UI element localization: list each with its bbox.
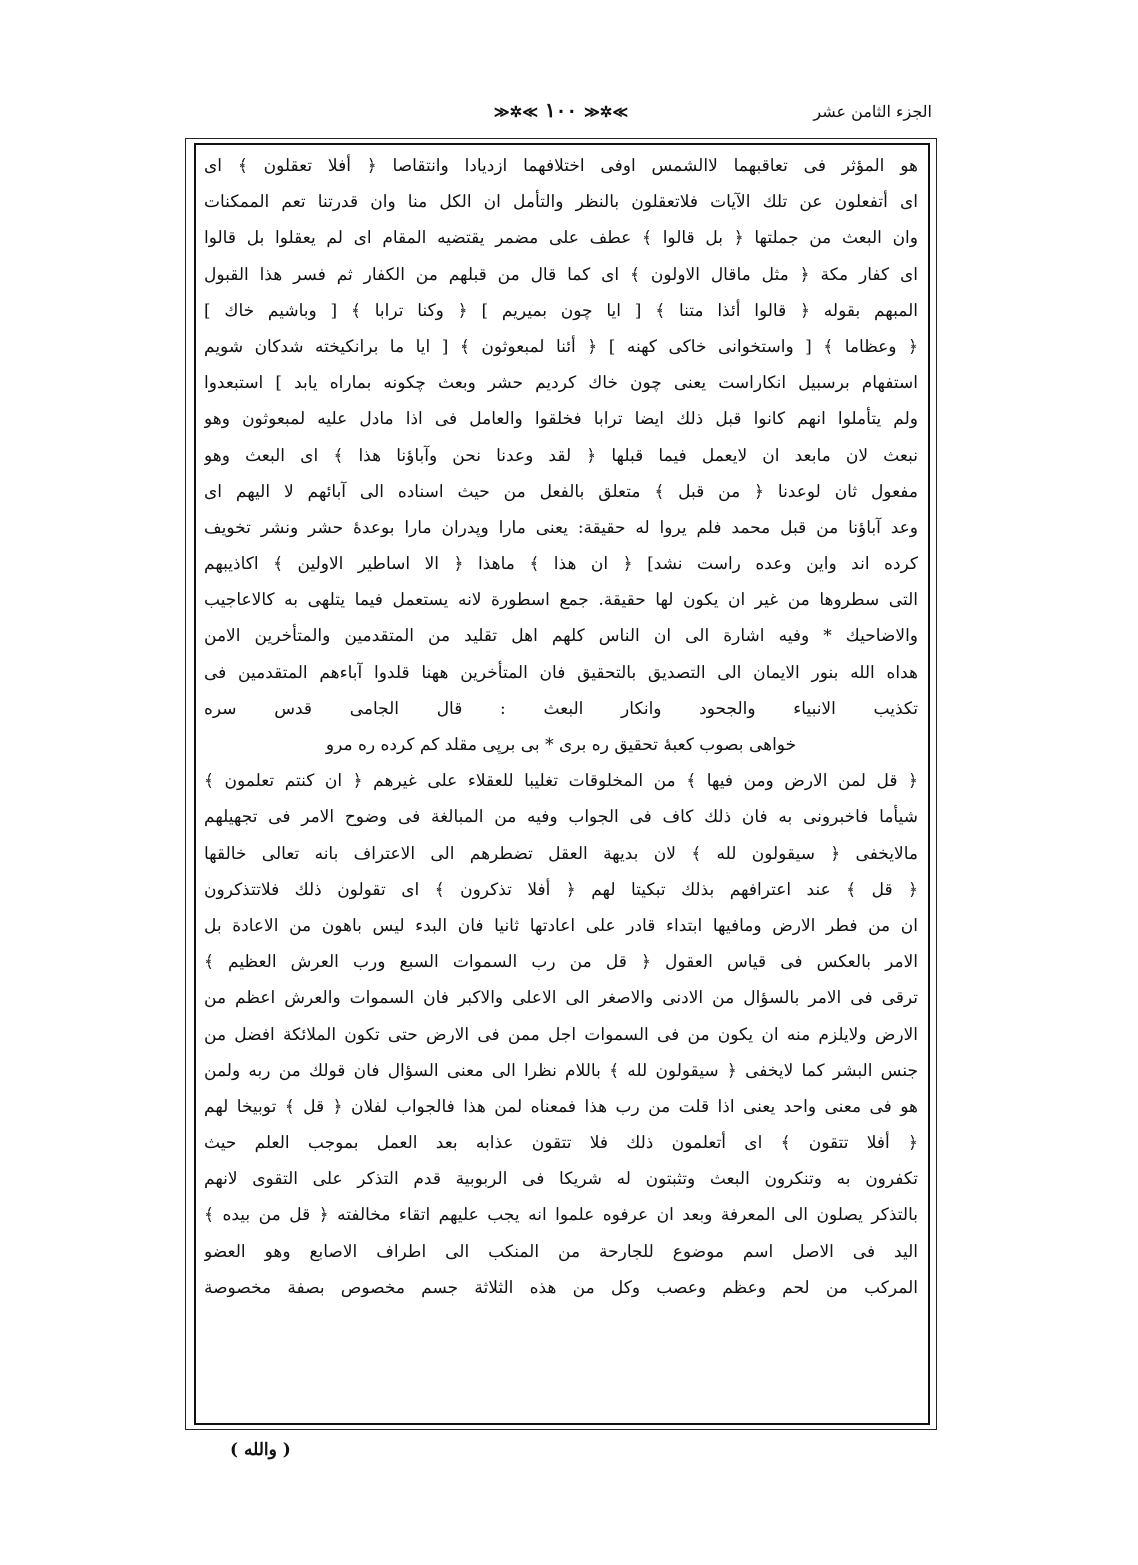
- right-ornament-icon: ≫✲≪: [584, 103, 629, 121]
- catchword: ( والله ): [230, 1440, 291, 1460]
- text-line: ولم يتأملوا انهم كانوا قبل ذلك ايضا ترابا فخلقوا والعامل فى اذا مادل عليه لمبعوثون وهو: [204, 409, 918, 430]
- text-line: وان البعث من جملتها ﴿ بل قالوا ﴾ عطف على مضمر يقتضيه المقام اى لم يعقلوا بل قالوا: [204, 228, 918, 249]
- text-line: ﴿ وعظاما ﴾ [ واستخوانى خاكى كهنه ] ﴿ أئنا لمبعوثون ﴾ [ ايا ما برانكيخته شدكان شويم: [204, 336, 918, 357]
- text-line: تكفرون به وتنكرون البعث وتثبتون له شريكا فى الربوبية قدم التذكر على التقوى لانهم: [204, 1169, 918, 1190]
- text-line: الامر بالعكس فى قياس العقول ﴿ قل من رب السموات السبع ورب العرش العظيم ﴾: [204, 952, 918, 973]
- text-line: هو المؤثر فى تعاقبهما لاالشمس اوفى اختلافهما ازديادا وانتقاصا ﴿ أفلا تعقلون ﴾ اى: [204, 156, 918, 176]
- text-line: استفهام برسبيل انكاراست يعنى چون خاك كرديم حشر وبعث چكونه بماراه يابد ] استبعدوا: [204, 373, 918, 394]
- text-line: نبعث لان مابعد ان لايعمل فيما قبلها ﴿ لقد وعدنا نحن وآباؤنا هذا ﴾ اى البعث وهو: [204, 445, 918, 466]
- verse-line: خواهى بصوب كعبهٔ تحقيق ره برى * بى برپى مقلد كم كرده ره مرو: [325, 735, 797, 755]
- text-line: بالتذكر يصلون الى المعرفة وبعد ان عرفوه علموا انه يجب عليهم اتقاء مخالفته ﴿ قل من بيده ﴾: [204, 1205, 918, 1226]
- text-line: اى أتفعلون عن تلك الآيات فلاتعقلون بالنظر والتأمل ان الكل منا وان قدرتنا تعم الممكنات: [204, 192, 918, 213]
- text-line: اى كفار مكة ﴿ مثل ماقال الاولون ﴾ اى كما قال من قبلهم من الكفار ثم فسر هذا القبول: [204, 264, 918, 285]
- text-line: شيأما فاخبرونى به فان ذلك كاف فى الجواب وفيه من المبالغة فى وضوح الامر فى تجهيلهم: [204, 807, 918, 828]
- text-line: ﴿ أفلا تتقون ﴾ اى أتعلمون ذلك فلا تتقون عذابه بعد العمل بموجب العلم حيث: [204, 1133, 918, 1154]
- text-line: اليد فى الاصل اسم موضوع للجارحة من المنكب الى اطراف الاصابع وهو العضو: [204, 1241, 918, 1262]
- page-number-ornament: [190, 98, 932, 122]
- page-header: [190, 92, 932, 136]
- left-ornament-icon: ≫✲≪: [493, 103, 538, 121]
- text-line: المركب من لحم وعظم وعصب وكل من هذه الثلاثة جسم مخصوص بصفة مخصوصة: [204, 1277, 918, 1298]
- text-line: مفعول ثان لوعدنا ﴿ من قبل ﴾ متعلق بالفعل من حيث اسناده الى آبائهم لا اليهم اى: [204, 481, 918, 502]
- part-label: الجزء الثامن عشر: [813, 102, 932, 121]
- text-line: المبهم بقوله ﴿ قالوا أئذا متنا ﴾ [ ايا چون بميريم ] ﴿ وكنا ترابا ﴾ [ وباشيم خاك ]: [204, 300, 918, 321]
- text-line: مالايخفى ﴿ سيقولون لله ﴾ لان بديهة العقل تضطرهم الى الاعتراف بانه تعالى خالقها: [204, 843, 918, 864]
- text-line: ان من فطر الارض ومافيها ابتداء قادر على اعادتها ثانيا فان البدء ليس باهون من الاعادة بل: [204, 915, 918, 936]
- text-line: وعد آباؤنا من قبل محمد فلم يروا له حقيقة: يعنى مارا وپدران مارا بوعدهٔ حشر ونشر تخويف: [204, 517, 918, 538]
- text-line: ترقى فى الامر بالسؤال من الادنى والاصغر الى الاعلى والاكبر فان السموات والعرش اعظم من: [204, 988, 918, 1009]
- text-line: كرده اند واين وعده راست نشد] ﴿ ان هذا ﴾ ماهذا ﴿ الا اساطير الاولين ﴾ اكاذيبهم: [204, 554, 918, 575]
- text-line: التى سطروها من غير ان يكون لها حقيقة. جمع اسطورة لانه يستعمل فيما يتلهى به كالاعاجيب: [204, 590, 918, 611]
- text-line: جنس البشر كما لايخفى ﴿ سيقولون لله ﴾ باللام نظرا الى معنى السؤال فان قولك من ربه ولمن: [204, 1060, 918, 1081]
- main-text-block: [204, 148, 918, 1418]
- text-line: ﴿ قل ﴾ عند اعترافهم بذلك تبكيتا لهم ﴿ أفلا تذكرون ﴾ اى تقولون ذلك فلاتتذكرون: [204, 879, 918, 900]
- text-line: هداه الله بنور الايمان الى التصديق بالتحقيق فان المتأخرين ههنا قلدوا آباءهم المتقدمين فى: [204, 662, 918, 683]
- text-line: والاضاحيك * وفيه اشارة الى ان الناس كلهم اهل تقليد من المتقدمين والمتأخرين الامن: [204, 626, 918, 647]
- text-line: الارض ولايلزم منه ان يكون من فى السموات اجل ممن فى الارض حتى تكون الملائكة افضل من: [204, 1024, 918, 1045]
- text-line: ﴿ قل لمن الارض ومن فيها ﴾ من المخلوقات تغليبا للعقلاء على غيرهم ﴿ ان كنتم تعلمون ﴾: [204, 771, 918, 792]
- text-line: تكذيب الانبياء والجحود وانكار البعث : قال الجامى قدس سره: [204, 698, 918, 719]
- text-line: هو فى معنى واحد يعنى اذا قلت من رب هذا فمعناه لمن هذا فالجواب لفلان ﴿ قل ﴾ توبيخا لهم: [204, 1096, 918, 1117]
- page-number: ١٠٠: [544, 98, 578, 122]
